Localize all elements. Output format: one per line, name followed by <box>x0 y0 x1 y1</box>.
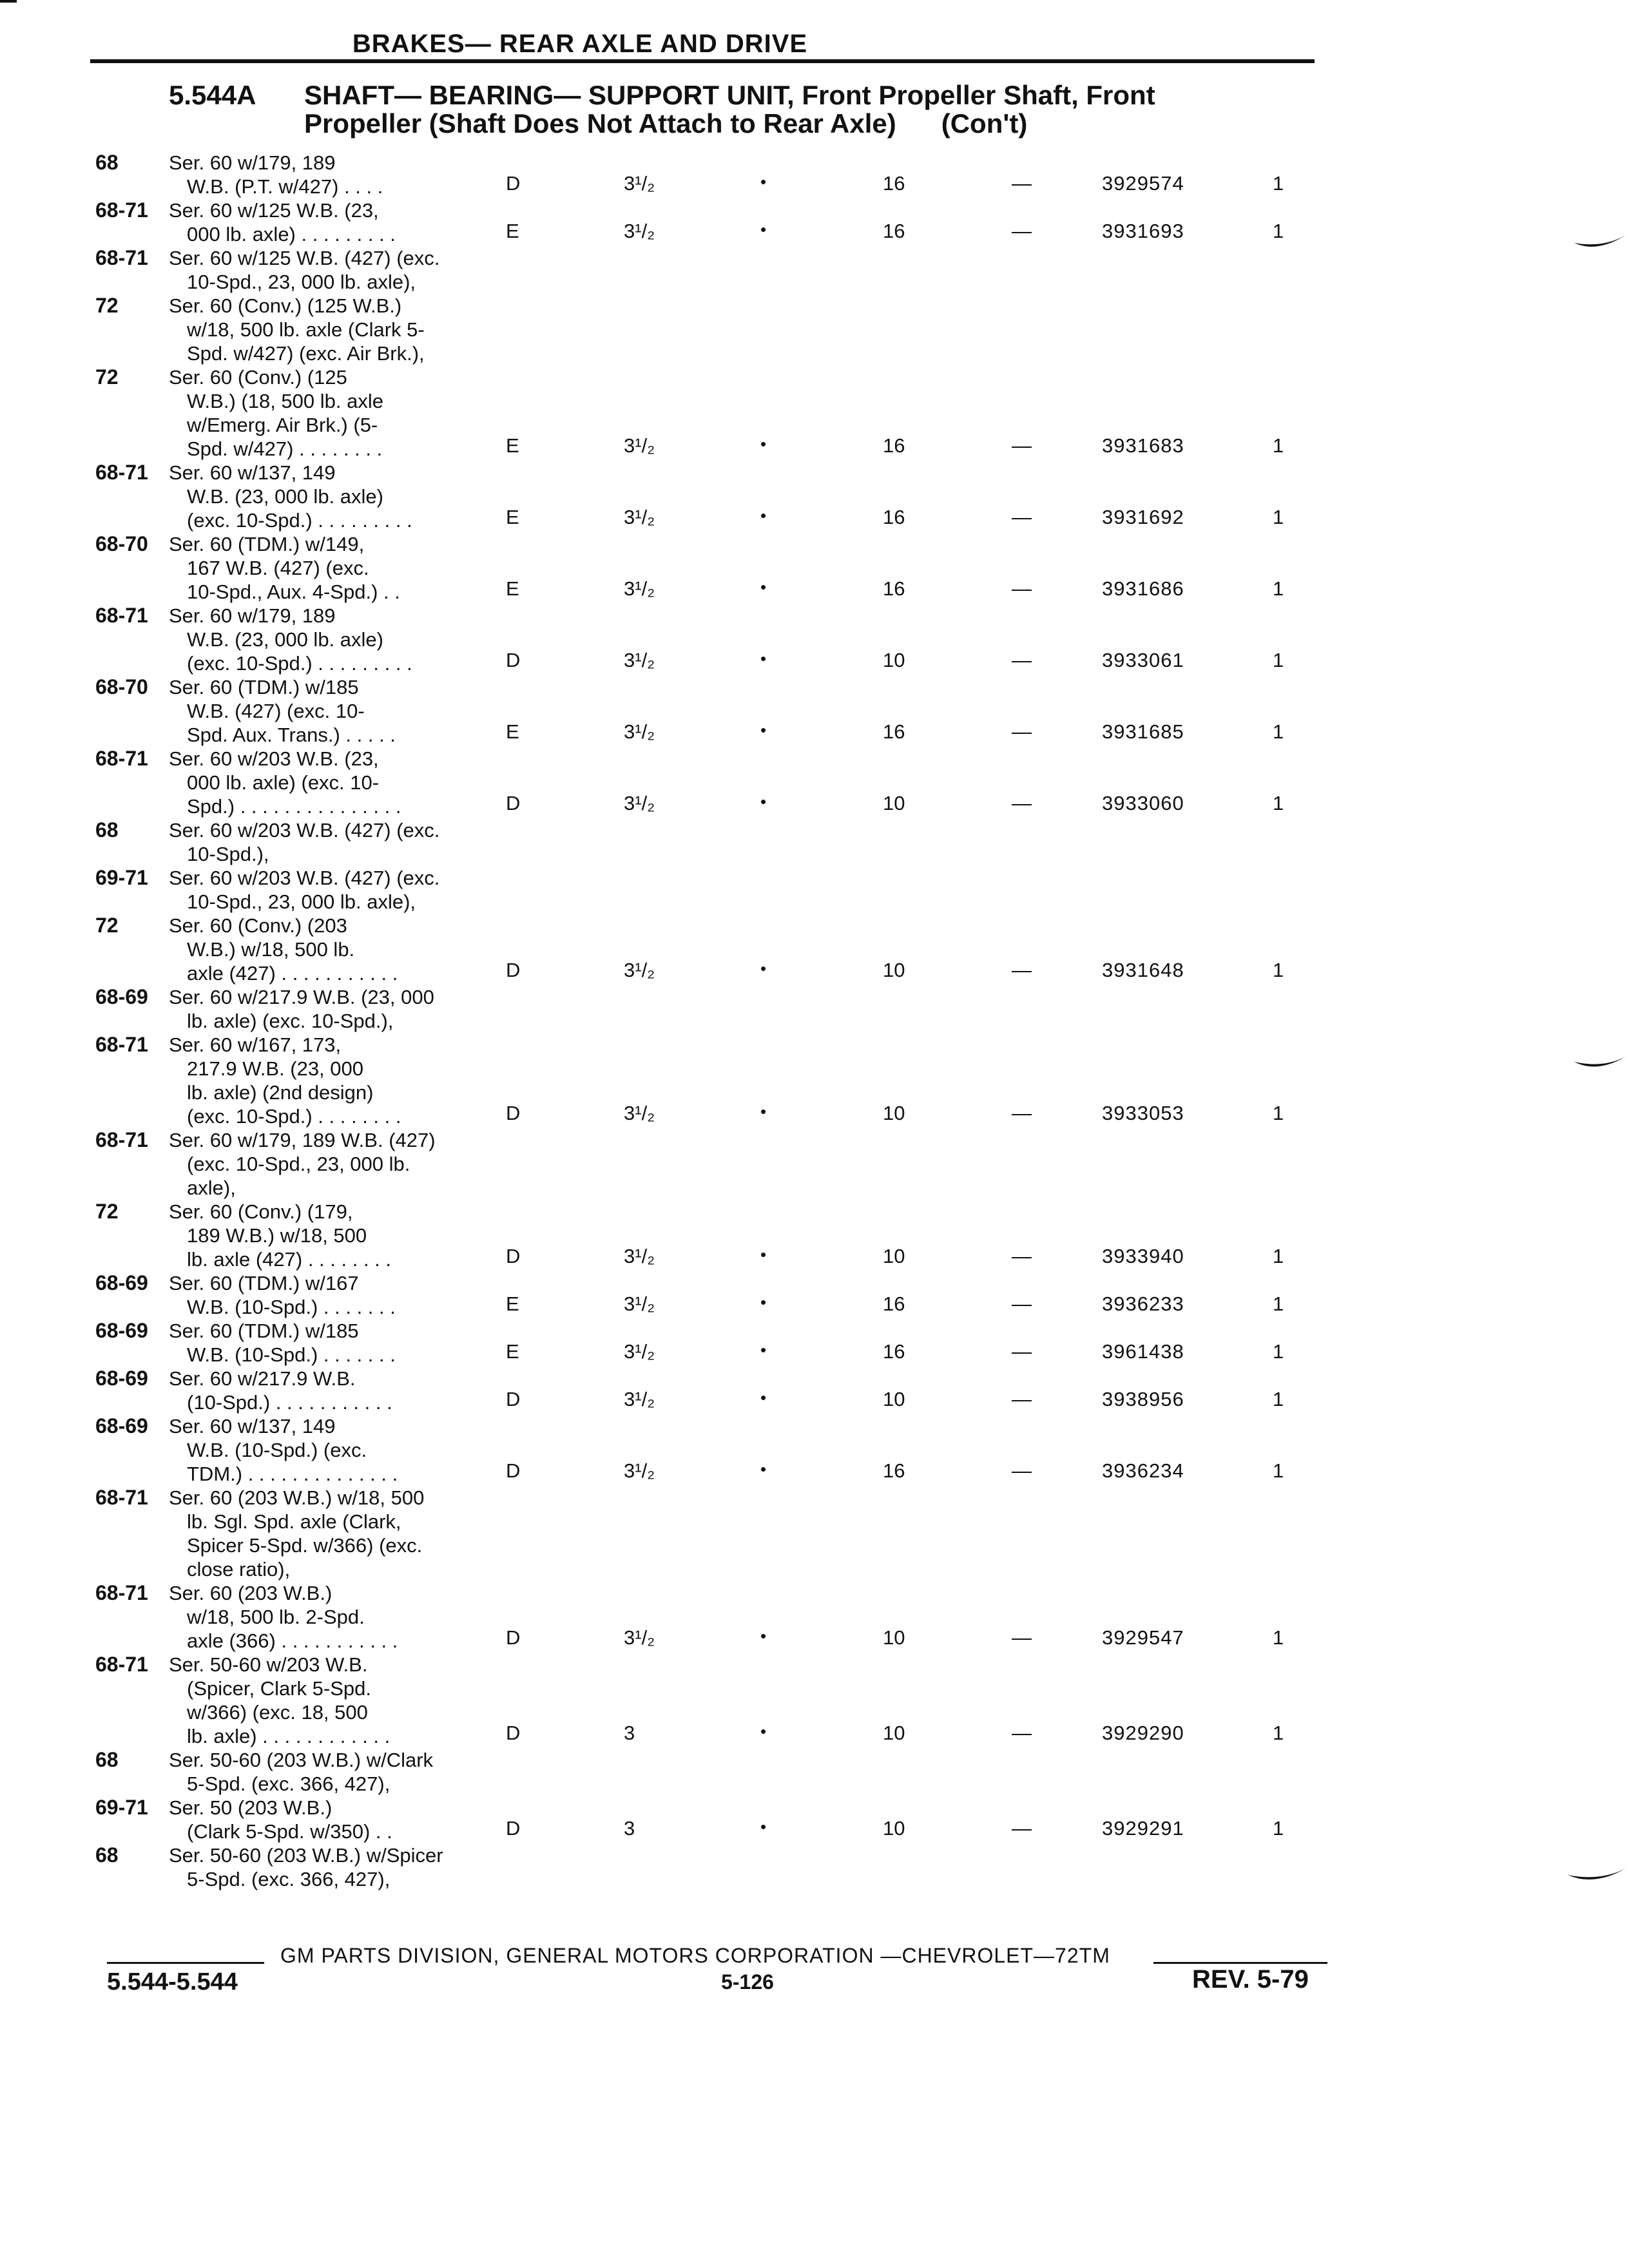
size-value: 3¹/₂ <box>624 649 655 671</box>
count: 1 <box>1273 506 1284 528</box>
application-description <box>169 1653 530 1748</box>
description-line: axle), <box>187 1177 236 1199</box>
section-number: 5.544A <box>169 80 256 110</box>
application-description <box>169 294 530 365</box>
description-line: lb. axle) (exc. 10-Spd.), <box>187 1010 394 1032</box>
dash-mark: — <box>1012 577 1032 600</box>
count: 1 <box>1273 434 1284 457</box>
description-line: Ser. 60 w/179, 189 <box>169 151 336 174</box>
description-line: W.B. (427) (exc. 10- <box>187 700 365 722</box>
source-code: E <box>506 434 519 457</box>
dash-mark: — <box>1012 1293 1032 1315</box>
count: 1 <box>1273 1340 1284 1363</box>
application-description <box>169 532 530 604</box>
description-line: Ser. 60 w/179, 189 W.B. (427) <box>169 1129 436 1151</box>
quantity: 16 <box>883 1459 905 1482</box>
bullet-mark: • <box>760 1293 767 1312</box>
section-cont: (Con't) <box>941 108 1028 139</box>
section-title-line2-wrap <box>304 110 1027 138</box>
part-number: 3933053 <box>1102 1102 1184 1124</box>
part-number: 3929574 <box>1102 172 1184 195</box>
application-description <box>169 1486 530 1581</box>
size-value: 3¹/₂ <box>624 959 655 981</box>
model-year: 72 <box>95 294 119 317</box>
source-code: D <box>506 649 521 671</box>
footer-publisher: GM PARTS DIVISION, GENERAL MOTORS CORPORATION —CHEVROLET—72TM <box>280 1944 1110 1967</box>
count: 1 <box>1273 649 1284 671</box>
size-value: 3¹/₂ <box>624 720 655 743</box>
description-line: Ser. 60 w/167, 173, <box>169 1033 342 1056</box>
bullet-mark: • <box>760 220 767 239</box>
source-code: D <box>506 1388 521 1410</box>
quantity: 10 <box>883 1102 905 1124</box>
description-line: Ser. 50-60 (203 W.B.) w/Spicer <box>169 1844 443 1867</box>
description-line: Ser. 60 (203 W.B.) <box>169 1582 333 1604</box>
dash-mark: — <box>1012 1626 1032 1649</box>
part-number: 3931648 <box>1102 959 1184 981</box>
source-code: D <box>506 792 521 814</box>
description-line: Ser. 60 (203 W.B.) w/18, 500 <box>169 1486 425 1509</box>
dash-mark: — <box>1012 1245 1032 1267</box>
model-year: 68 <box>95 1748 119 1771</box>
bullet-mark: • <box>760 1245 767 1264</box>
description-line: lb. Sgl. Spd. axle (Clark, <box>187 1510 401 1533</box>
source-code: E <box>506 506 519 528</box>
section-heading <box>169 80 1155 139</box>
source-code: D <box>506 1245 521 1267</box>
bullet-mark: • <box>760 1459 767 1479</box>
size-value: 3¹/₂ <box>624 1102 655 1124</box>
description-line: w/18, 500 lb. 2-Spd. <box>187 1606 365 1628</box>
count: 1 <box>1273 1102 1284 1124</box>
dash-mark: — <box>1012 506 1032 528</box>
application-description <box>169 1128 530 1200</box>
dash-mark: — <box>1012 220 1032 242</box>
source-code: E <box>506 577 519 600</box>
count: 1 <box>1273 172 1284 195</box>
size-value: 3¹/₂ <box>624 1626 655 1649</box>
quantity: 16 <box>883 1340 905 1363</box>
part-number: 3961438 <box>1102 1340 1184 1363</box>
description-line: 000 lb. axle) (exc. 10- <box>187 771 380 794</box>
quantity: 16 <box>883 220 905 242</box>
part-number: 3929291 <box>1102 1817 1184 1840</box>
source-code: D <box>506 1626 521 1649</box>
size-value: 3¹/₂ <box>624 577 655 600</box>
model-year: 68-69 <box>95 1319 148 1342</box>
application-description <box>169 461 530 532</box>
binder-hole-mark-1 <box>1571 229 1629 255</box>
footer-rule-right <box>1153 1962 1327 1964</box>
dash-mark: — <box>1012 1340 1032 1363</box>
model-year: 69-71 <box>95 1796 148 1819</box>
count: 1 <box>1273 792 1284 814</box>
description-line: 217.9 W.B. (23, 000 <box>187 1057 364 1080</box>
size-value: 3¹/₂ <box>624 220 655 242</box>
description-line: Ser. 60 (TDM.) w/149, <box>169 533 365 555</box>
description-line: W.B.) w/18, 500 lb. <box>187 938 355 961</box>
description-line: Spd. w/427) (exc. Air Brk.), <box>187 342 425 365</box>
size-value: 3¹/₂ <box>624 172 655 195</box>
count: 1 <box>1273 220 1284 242</box>
description-line: (exc. 10-Spd.) . . . . . . . . <box>187 1105 401 1128</box>
description-line: lb. axle) (2nd design) <box>187 1081 374 1104</box>
application-description <box>169 1033 530 1128</box>
size-value: 3¹/₂ <box>624 434 655 457</box>
description-line: Ser. 50-60 (203 W.B.) w/Clark <box>169 1749 434 1771</box>
description-line: Ser. 50 (203 W.B.) <box>169 1796 333 1819</box>
count: 1 <box>1273 1817 1284 1840</box>
source-code: D <box>506 1817 521 1840</box>
bullet-mark: • <box>760 792 767 811</box>
model-year: 68-71 <box>95 461 148 484</box>
description-line: W.B.) (18, 500 lb. axle <box>187 390 383 412</box>
description-line: W.B. (23, 000 lb. axle) <box>187 628 383 651</box>
count: 1 <box>1273 1293 1284 1315</box>
quantity: 16 <box>883 720 905 743</box>
source-code: D <box>506 1722 521 1744</box>
quantity: 16 <box>883 434 905 457</box>
application-description <box>169 1796 530 1843</box>
part-number: 3931683 <box>1102 434 1184 457</box>
count: 1 <box>1273 1245 1284 1267</box>
quantity: 10 <box>883 1626 905 1649</box>
model-year: 72 <box>95 914 119 937</box>
description-line: Ser. 60 (TDM.) w/185 <box>169 1320 359 1342</box>
model-year: 68 <box>95 151 119 174</box>
application-description <box>169 151 530 198</box>
count: 1 <box>1273 577 1284 600</box>
dash-mark: — <box>1012 1102 1032 1124</box>
description-line: W.B. (10-Spd.) (exc. <box>187 1439 367 1461</box>
model-year: 68-70 <box>95 532 148 555</box>
application-description <box>169 818 530 866</box>
dash-mark: — <box>1012 1722 1032 1744</box>
bullet-mark: • <box>760 1817 767 1836</box>
application-description <box>169 1319 530 1367</box>
count: 1 <box>1273 1722 1284 1744</box>
part-number: 3931685 <box>1102 720 1184 743</box>
bullet-mark: • <box>760 172 767 191</box>
application-description <box>169 866 530 914</box>
bullet-mark: • <box>760 506 767 525</box>
description-line: Ser. 60 w/137, 149 <box>169 461 336 484</box>
model-year: 68-71 <box>95 1128 148 1151</box>
model-year: 68-69 <box>95 985 148 1008</box>
description-line: Ser. 60 w/203 W.B. (427) (exc. <box>169 819 440 841</box>
model-year: 68-71 <box>95 747 148 770</box>
part-number: 3931686 <box>1102 577 1184 600</box>
description-line: W.B. (10-Spd.) . . . . . . . <box>187 1343 396 1366</box>
description-line: Ser. 60 (Conv.) (179, <box>169 1200 353 1223</box>
description-line: TDM.) . . . . . . . . . . . . . . <box>187 1463 398 1485</box>
description-line: Spd. Aux. Trans.) . . . . . <box>187 724 396 746</box>
size-value: 3 <box>624 1722 635 1744</box>
quantity: 10 <box>883 959 905 981</box>
size-value: 3¹/₂ <box>624 1388 655 1410</box>
bullet-mark: • <box>760 959 767 978</box>
dash-mark: — <box>1012 434 1032 457</box>
application-description <box>169 985 530 1033</box>
size-value: 3¹/₂ <box>624 1340 655 1363</box>
description-line: Ser. 60 w/125 W.B. (23, <box>169 199 379 222</box>
bullet-mark: • <box>760 434 767 454</box>
application-description <box>169 1748 530 1796</box>
quantity: 16 <box>883 172 905 195</box>
quantity: 10 <box>883 792 905 814</box>
source-code: E <box>506 1340 519 1363</box>
description-line: (10-Spd.) . . . . . . . . . . . <box>187 1391 392 1414</box>
part-number: 3931693 <box>1102 220 1184 242</box>
count: 1 <box>1273 1459 1284 1482</box>
application-description <box>169 914 530 985</box>
model-year: 68-69 <box>95 1271 148 1294</box>
quantity: 16 <box>883 577 905 600</box>
count: 1 <box>1273 1626 1284 1649</box>
bullet-mark: • <box>760 649 767 668</box>
application-description <box>169 604 530 675</box>
model-year: 68-71 <box>95 1033 148 1056</box>
description-line: (Spicer, Clark 5-Spd. <box>187 1677 371 1700</box>
application-description <box>169 365 530 461</box>
part-number: 3938956 <box>1102 1388 1184 1410</box>
description-line: Ser. 60 (Conv.) (203 <box>169 914 347 937</box>
source-code: D <box>506 1459 521 1482</box>
footer-revision: REV. 5-79 <box>1192 1965 1309 1994</box>
application-description <box>169 246 530 294</box>
size-value: 3¹/₂ <box>624 792 655 814</box>
description-line: close ratio), <box>187 1558 291 1581</box>
model-year: 68 <box>95 1843 119 1867</box>
size-value: 3 <box>624 1817 635 1840</box>
description-line: w/366) (exc. 18, 500 <box>187 1701 368 1724</box>
description-line: Ser. 60 (Conv.) (125 <box>169 366 347 389</box>
dash-mark: — <box>1012 720 1032 743</box>
description-line: Ser. 50-60 w/203 W.B. <box>169 1653 368 1676</box>
model-year: 68-69 <box>95 1367 148 1390</box>
description-line: lb. axle) . . . . . . . . . . . . <box>187 1725 390 1747</box>
section-title-line2: Propeller (Shaft Does Not Attach to Rear Axle) <box>304 108 896 139</box>
model-year: 68 <box>95 818 119 841</box>
dash-mark: — <box>1012 649 1032 671</box>
application-description <box>169 1843 530 1891</box>
source-code: D <box>506 1102 521 1124</box>
model-year: 68-69 <box>95 1414 148 1437</box>
description-line: Ser. 60 w/137, 149 <box>169 1415 336 1437</box>
description-line: (exc. 10-Spd.) . . . . . . . . . <box>187 509 412 532</box>
description-line: 10-Spd., 23, 000 lb. axle), <box>187 890 416 913</box>
quantity: 10 <box>883 1817 905 1840</box>
description-line: 5-Spd. (exc. 366, 427), <box>187 1868 390 1890</box>
part-number: 3936233 <box>1102 1293 1184 1315</box>
footer-section-range: 5.544-5.544 <box>107 1968 238 1995</box>
part-number: 3933060 <box>1102 792 1184 814</box>
description-line: axle (366) . . . . . . . . . . . <box>187 1629 398 1652</box>
count: 1 <box>1273 1388 1284 1410</box>
description-line: Ser. 60 (Conv.) (125 W.B.) <box>169 294 402 317</box>
application-description <box>169 675 530 747</box>
dash-mark: — <box>1012 1817 1032 1840</box>
dash-mark: — <box>1012 792 1032 814</box>
bullet-mark: • <box>760 577 767 597</box>
description-line: 10-Spd., 23, 000 lb. axle), <box>187 271 416 293</box>
dash-mark: — <box>1012 172 1032 195</box>
source-code: D <box>506 959 521 981</box>
description-line: Ser. 60 w/179, 189 <box>169 604 336 627</box>
count: 1 <box>1273 959 1284 981</box>
size-value: 3¹/₂ <box>624 1459 655 1482</box>
description-line: Spd. w/427) . . . . . . . . <box>187 437 383 460</box>
description-line: w/Emerg. Air Brk.) (5- <box>187 414 378 436</box>
description-line: (Clark 5-Spd. w/350) . . <box>187 1820 392 1843</box>
part-number: 3929290 <box>1102 1722 1184 1744</box>
size-value: 3¹/₂ <box>624 506 655 528</box>
description-line: W.B. (P.T. w/427) . . . . <box>187 175 383 198</box>
bullet-mark: • <box>760 1340 767 1360</box>
description-line: lb. axle (427) . . . . . . . . <box>187 1248 392 1271</box>
size-value: 3¹/₂ <box>624 1245 655 1267</box>
description-line: Ser. 60 w/203 W.B. (427) (exc. <box>169 867 440 889</box>
description-line: W.B. (10-Spd.) . . . . . . . <box>187 1296 396 1318</box>
description-line: Ser. 60 w/125 W.B. (427) (exc. <box>169 247 440 269</box>
description-line: Spicer 5-Spd. w/366) (exc. <box>187 1534 423 1557</box>
model-year: 68-71 <box>95 1486 148 1509</box>
application-description <box>169 1581 530 1653</box>
model-year: 68-71 <box>95 1653 148 1676</box>
size-value: 3¹/₂ <box>624 1293 655 1315</box>
binder-hole-mark-3 <box>1565 1862 1629 1888</box>
description-line: (exc. 10-Spd., 23, 000 lb. <box>187 1153 410 1175</box>
page-header-title: BRAKES— REAR AXLE AND DRIVE <box>352 30 808 58</box>
binder-hole-mark-2 <box>1571 1049 1629 1075</box>
description-line: Ser. 60 w/217.9 W.B. <box>169 1367 356 1390</box>
quantity: 10 <box>883 649 905 671</box>
model-year: 72 <box>95 365 119 389</box>
description-line: w/18, 500 lb. axle (Clark 5- <box>187 318 425 341</box>
description-line: axle (427) . . . . . . . . . . . <box>187 962 398 985</box>
application-description <box>169 198 530 246</box>
corner-mark <box>0 0 17 3</box>
bullet-mark: • <box>760 1102 767 1121</box>
application-description <box>169 1414 530 1486</box>
application-description <box>169 1271 530 1319</box>
application-description <box>169 747 530 818</box>
dash-mark: — <box>1012 1388 1032 1410</box>
model-year: 72 <box>95 1200 119 1223</box>
bullet-mark: • <box>760 1722 767 1741</box>
footer-page-number: 5-126 <box>721 1970 774 1994</box>
description-line: Ser. 60 w/217.9 W.B. (23, 000 <box>169 986 434 1008</box>
description-line: Ser. 60 (TDM.) w/185 <box>169 676 359 698</box>
footer-rule-left <box>107 1962 264 1964</box>
source-code: E <box>506 220 519 242</box>
source-code: D <box>506 172 521 195</box>
quantity: 10 <box>883 1245 905 1267</box>
description-line: 5-Spd. (exc. 366, 427), <box>187 1773 390 1795</box>
description-line: (exc. 10-Spd.) . . . . . . . . . <box>187 652 412 675</box>
quantity: 16 <box>883 1293 905 1315</box>
dash-mark: — <box>1012 959 1032 981</box>
description-line: Spd.) . . . . . . . . . . . . . . . <box>187 795 401 818</box>
source-code: E <box>506 1293 519 1315</box>
section-title-line1: SHAFT— BEARING— SUPPORT UNIT, Front Propeller Shaft, Front <box>304 80 1155 110</box>
bullet-mark: • <box>760 720 767 740</box>
part-number: 3933061 <box>1102 649 1184 671</box>
count: 1 <box>1273 720 1284 743</box>
description-line: W.B. (23, 000 lb. axle) <box>187 485 383 508</box>
quantity: 10 <box>883 1722 905 1744</box>
description-line: 000 lb. axle) . . . . . . . . . <box>187 223 396 245</box>
header-rule <box>90 59 1315 63</box>
description-line: 10-Spd.), <box>187 843 269 865</box>
application-description <box>169 1367 530 1414</box>
model-year: 68-71 <box>95 198 148 222</box>
model-year: 68-71 <box>95 246 148 269</box>
model-year: 69-71 <box>95 866 148 889</box>
model-year: 68-71 <box>95 604 148 627</box>
description-line: 189 W.B.) w/18, 500 <box>187 1224 367 1247</box>
model-year: 68-71 <box>95 1581 148 1604</box>
bullet-mark: • <box>760 1388 767 1407</box>
source-code: E <box>506 720 519 743</box>
part-number: 3931692 <box>1102 506 1184 528</box>
part-number: 3929547 <box>1102 1626 1184 1649</box>
dash-mark: — <box>1012 1459 1032 1482</box>
model-year: 68-70 <box>95 675 148 698</box>
description-line: Ser. 60 (TDM.) w/167 <box>169 1272 359 1294</box>
part-number: 3936234 <box>1102 1459 1184 1482</box>
part-number: 3933940 <box>1102 1245 1184 1267</box>
bullet-mark: • <box>760 1626 767 1646</box>
quantity: 10 <box>883 1388 905 1410</box>
description-line: 167 W.B. (427) (exc. <box>187 557 369 579</box>
description-line: Ser. 60 w/203 W.B. (23, <box>169 747 379 770</box>
application-description <box>169 1200 530 1271</box>
description-line: 10-Spd., Aux. 4-Spd.) . . <box>187 581 400 603</box>
quantity: 16 <box>883 506 905 528</box>
